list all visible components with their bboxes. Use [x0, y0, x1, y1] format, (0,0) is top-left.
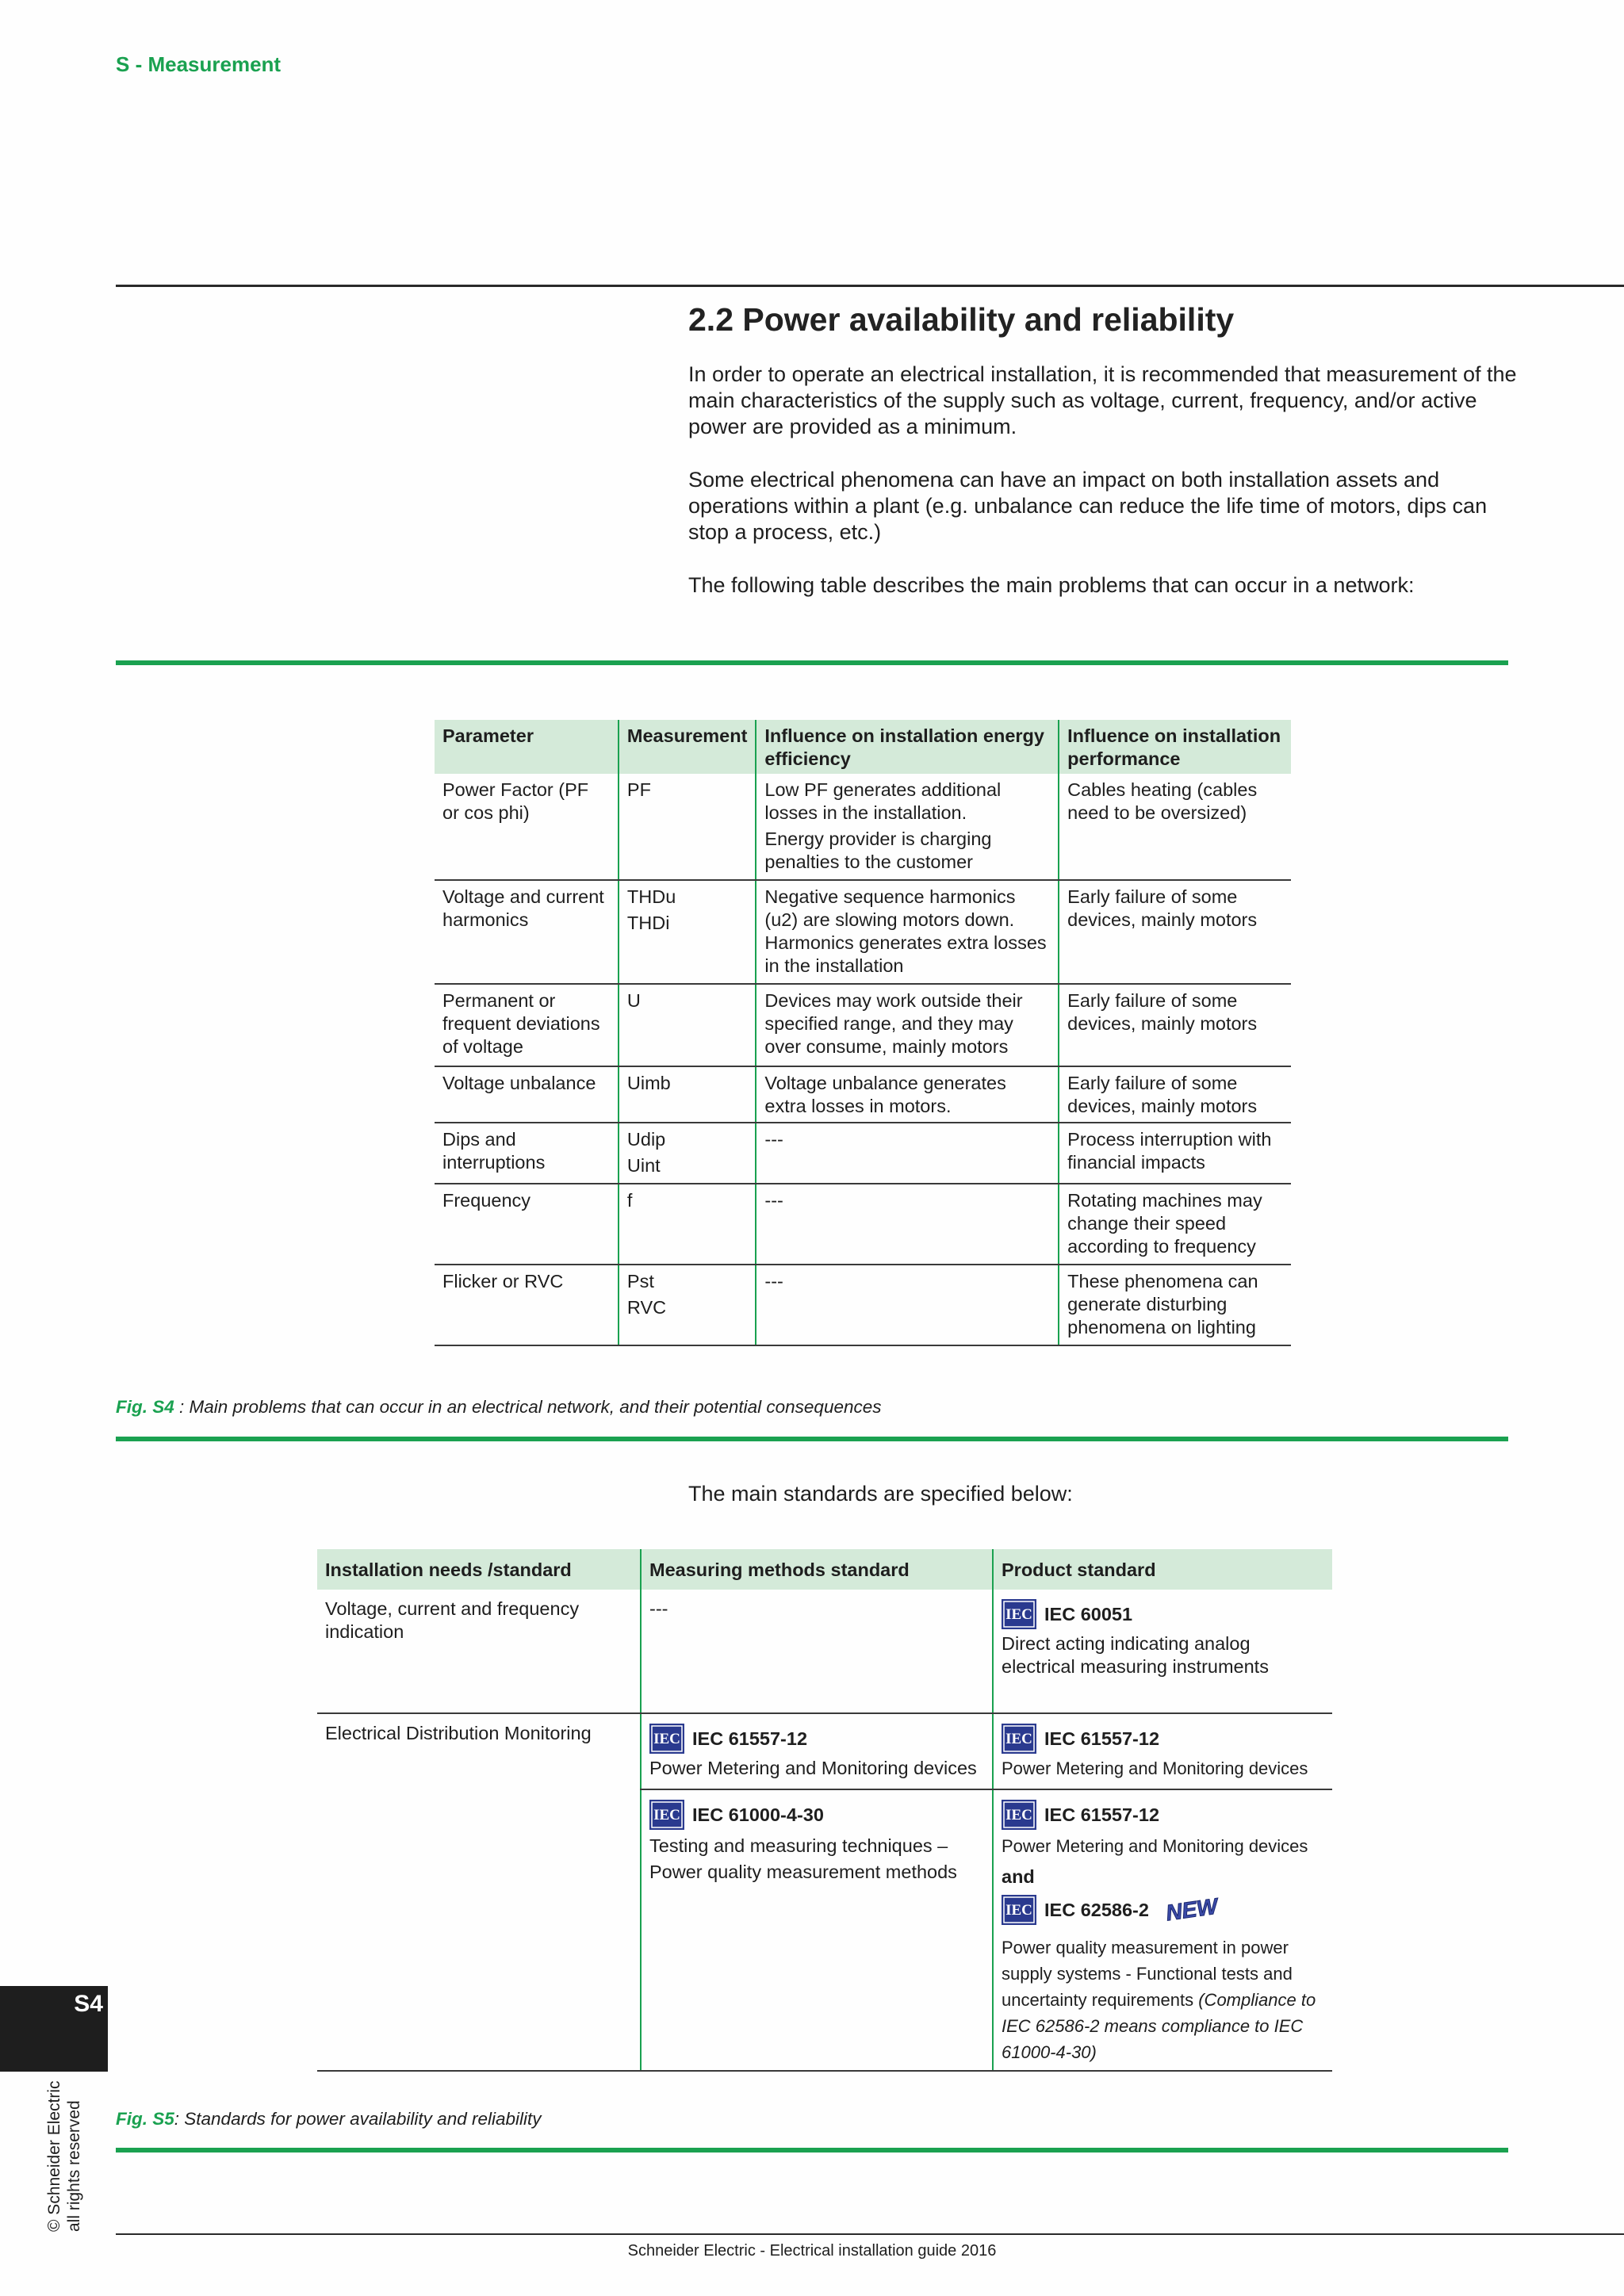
top-rule — [116, 285, 1624, 287]
standard-code: IEC 62586-2 — [1044, 1899, 1149, 1920]
cell-measurement — [619, 880, 756, 984]
energy-text-1: Low PF generates additional losses in the installation. — [764, 779, 1002, 823]
cell-performance: Early failure of some devices, mainly motors — [1059, 880, 1291, 984]
standard-entry — [649, 1724, 984, 1754]
cell-product-standard — [993, 1789, 1332, 2071]
header-installation-needs: Installation needs /standard — [317, 1549, 641, 1590]
measurement-2: Uint — [626, 1155, 661, 1176]
cell-product-standard — [993, 1590, 1332, 1713]
cell-energy: Devices may work outside their specified range, and they may over consume, mainly motors — [756, 984, 1059, 1066]
iec-logo-icon — [649, 1724, 684, 1754]
cell-installation-need: Electrical Distribution Monitoring — [317, 1713, 641, 2071]
cell-measurement: Uimb — [619, 1066, 756, 1123]
standard-entry — [1002, 1599, 1324, 1629]
energy-text-2: Energy provider is charging penalties to the customer — [764, 828, 992, 872]
measurement-1: THDu — [626, 886, 676, 907]
table-row — [317, 1713, 1332, 1789]
new-badge-text: NEW — [1164, 1893, 1220, 1926]
standards-table — [317, 1549, 1332, 2072]
cell-parameter: Permanent or frequent deviations of voltage — [435, 984, 619, 1066]
problems-table-header — [435, 720, 1291, 774]
header-energy-efficiency: Influence on installation energy efficiency — [756, 720, 1059, 774]
measurement-2: THDi — [626, 913, 670, 933]
footer-rule — [116, 2233, 1624, 2235]
standard-entry — [1002, 1893, 1324, 1927]
iec-logo-text: IEC — [1005, 1731, 1032, 1747]
measurement-1: PF — [626, 779, 651, 800]
copyright-notice — [44, 2080, 84, 2232]
standard-code: IEC 61557-12 — [1044, 1804, 1160, 1825]
standard-code: IEC 60051 — [1044, 1603, 1133, 1624]
standard-code: IEC 61557-12 — [1044, 1728, 1160, 1749]
header-measurement: Measurement — [619, 720, 756, 774]
green-rule-2 — [116, 1437, 1508, 1441]
cell-energy: Voltage unbalance generates extra losses in motors. — [756, 1066, 1059, 1123]
page-number: S4 — [74, 1991, 103, 2017]
iec-logo-text: IEC — [1005, 1807, 1032, 1823]
cell-measuring-method — [641, 1713, 993, 1789]
standard-description: Power quality measurement in power supply systems - Functional tests and uncertainty requirements — [1002, 1938, 1293, 2010]
section-label: S - Measurement — [116, 52, 282, 76]
cell-installation-need: Voltage, current and frequency indication — [317, 1590, 641, 1713]
header-performance: Influence on installation performance — [1059, 720, 1291, 774]
cell-parameter: Voltage and current harmonics — [435, 880, 619, 984]
cell-energy: --- — [756, 1184, 1059, 1265]
cell-measuring-method: --- — [641, 1590, 993, 1713]
cell-energy: --- — [756, 1265, 1059, 1345]
standard-description: Testing and measuring techniques – Power quality measurement methods — [649, 1835, 957, 1882]
cell-parameter: Dips and interruptions — [435, 1123, 619, 1184]
table-row — [435, 984, 1291, 1066]
cell-measuring-method — [641, 1789, 993, 2071]
iec-logo-icon — [649, 1800, 684, 1830]
standard-entry — [1002, 1724, 1324, 1754]
cell-measurement: f — [619, 1184, 756, 1265]
measurement-1: Pst — [626, 1271, 654, 1292]
standard-description-block — [1002, 1934, 1324, 2065]
standard-description: Direct acting indicating analog electrical measuring instruments — [1002, 1633, 1269, 1677]
iec-logo-icon — [1002, 1895, 1036, 1925]
iec-logo-icon — [1002, 1599, 1036, 1629]
cell-performance: Process interruption with financial impacts — [1059, 1123, 1291, 1184]
iec-logo-icon — [1002, 1724, 1036, 1754]
cell-performance: Early failure of some devices, mainly motors — [1059, 1066, 1291, 1123]
standard-description: Power Metering and Monitoring devices — [1002, 1836, 1308, 1856]
cell-energy: --- — [756, 1123, 1059, 1184]
cell-product-standard — [993, 1713, 1332, 1789]
cell-measurement — [619, 1265, 756, 1345]
compliance-note: (Compliance to IEC 62586-2 means compliance to IEC 61000-4-30) — [1002, 1990, 1316, 2062]
figure-caption-text: : Standards for power availability and reliability — [174, 2109, 542, 2129]
problems-table — [435, 720, 1291, 1346]
cell-performance: Rotating machines may change their speed according to frequency — [1059, 1184, 1291, 1265]
iec-logo-text: IEC — [653, 1731, 680, 1747]
cell-parameter: Voltage unbalance — [435, 1066, 619, 1123]
standards-intro: The main standards are specified below: — [688, 1482, 1073, 1506]
iec-logo-text: IEC — [1005, 1902, 1032, 1919]
cell-energy — [756, 774, 1059, 880]
page-number-tab — [0, 1986, 108, 2072]
intro-paragraph-1: In order to operate an electrical installation, it is recommended that measurement of the main characteristics of the supply such as voltage, current, frequency, and/or active power are provided as a minimum. — [688, 362, 1517, 438]
cell-performance: Cables heating (cables need to be oversized) — [1059, 774, 1291, 880]
header-product-standard: Product standard — [993, 1549, 1332, 1590]
table-row — [435, 1066, 1291, 1123]
table-row — [435, 880, 1291, 984]
figure-caption-text: : Main problems that can occur in an electrical network, and their potential consequences — [174, 1397, 882, 1417]
cell-measurement — [619, 774, 756, 880]
cell-measurement: U — [619, 984, 756, 1066]
standards-table-header — [317, 1549, 1332, 1590]
iec-logo-text: IEC — [653, 1807, 680, 1823]
new-badge-icon — [1160, 1893, 1224, 1927]
footer-text: Schneider Electric - Electrical installation guide 2016 — [627, 2242, 997, 2260]
standard-description: Power Metering and Monitoring devices — [1002, 1758, 1308, 1778]
standard-code: IEC 61000-4-30 — [692, 1804, 824, 1825]
table-row — [435, 774, 1291, 880]
section-heading: 2.2 Power availability and reliability — [688, 301, 1235, 338]
cell-performance: These phenomena can generate disturbing phenomena on lighting — [1059, 1265, 1291, 1345]
standard-entry — [1002, 1800, 1324, 1830]
cell-performance: Early failure of some devices, mainly motors — [1059, 984, 1291, 1066]
intro-paragraph-3: The following table describes the main problems that can occur in a network: — [688, 573, 1415, 597]
figure-caption-s5 — [116, 2109, 542, 2130]
copyright-line-2: all rights reserved — [65, 2100, 83, 2232]
figure-caption-s4 — [116, 1397, 882, 1418]
header-parameter: Parameter — [435, 720, 619, 774]
measurement-2: RVC — [626, 1297, 667, 1318]
green-rule-1 — [116, 660, 1508, 665]
copyright-line-1: © Schneider Electric — [45, 2080, 63, 2232]
table-row — [435, 1184, 1291, 1265]
measurement-1: Udip — [626, 1129, 666, 1150]
cell-parameter: Power Factor (PF or cos phi) — [435, 774, 619, 880]
intro-paragraph-2: Some electrical phenomena can have an impact on both installation assets and operations within a plant (e.g. unbalance can reduce the life time of motors, dips can stop a process, etc.) — [688, 468, 1488, 544]
green-rule-3 — [116, 2148, 1508, 2152]
cell-parameter: Frequency — [435, 1184, 619, 1265]
cell-energy: Negative sequence harmonics (u2) are slowing motors down. Harmonics generates extra losses in the installation — [756, 880, 1059, 984]
standard-description: Power Metering and Monitoring devices — [649, 1758, 977, 1778]
standard-code: IEC 61557-12 — [692, 1728, 808, 1749]
and-label: and — [1002, 1866, 1035, 1887]
header-measuring-methods: Measuring methods standard — [641, 1549, 993, 1590]
table-row — [317, 1590, 1332, 1713]
iec-logo-text: IEC — [1005, 1606, 1032, 1623]
figure-label: Fig. S5 — [116, 2109, 174, 2129]
cell-parameter: Flicker or RVC — [435, 1265, 619, 1345]
figure-label: Fig. S4 — [116, 1397, 174, 1417]
iec-logo-icon — [1002, 1800, 1036, 1830]
standard-entry — [649, 1800, 984, 1830]
table-row — [435, 1123, 1291, 1184]
table-row — [435, 1265, 1291, 1345]
cell-measurement — [619, 1123, 756, 1184]
